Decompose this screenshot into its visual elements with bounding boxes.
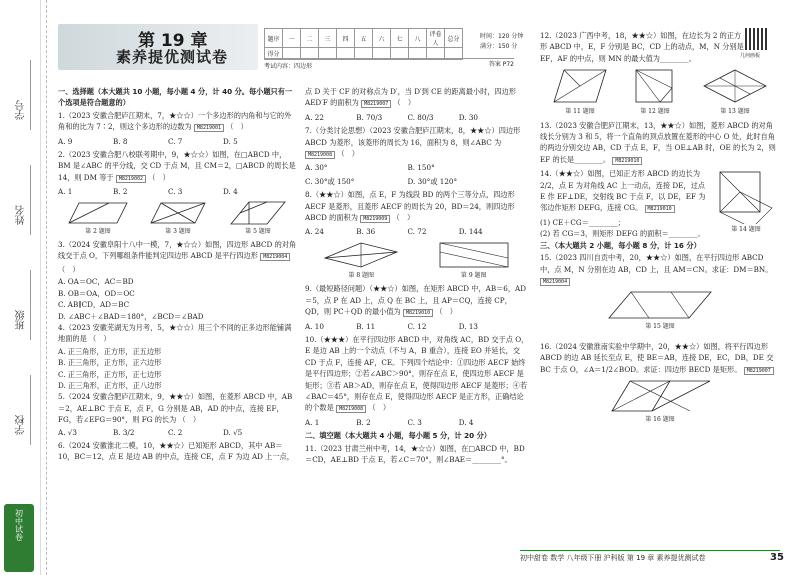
class-label: 班级	[16, 310, 27, 330]
cut-line	[46, 0, 47, 575]
exam-title: 素养提优测试卷	[116, 48, 229, 66]
figures-row	[305, 240, 530, 281]
qr-label: 几何画板	[740, 53, 761, 59]
name-label: 姓名	[16, 205, 27, 225]
score-header-cell: 五	[355, 29, 373, 48]
question-1: 1.（2023 安徽合肥庐江期末，7，★☆☆）一个多边形的内角和与它的外角和的比为 7∶2，则这个多边形的边数为 M8219001 （ ）	[58, 110, 292, 132]
score-header-cell: 二	[301, 29, 319, 48]
question-14: 14.（★★☆）如图，已知正方形 ABCD 的边长为 2/2，点 E 为对角线 AC 上一动点，连接 DE，过点 E 作 EF⊥DE，交射线 BC 于点 F，以 DE，EF 为邻边作矩形 DEFG，连接 CG。 M8219010	[540, 169, 706, 213]
question-16: 16.（2024 安徽淮南实验中学期中，20，★★☆）如图，将平行四边形 ABCD 的边 AB 延长至点 E，使 BE＝AB，连接 DE，EC，DB，DE 交 BC 于点 O，∠A＝1/2∠BOD。求证：四边形 BECD 是矩形。 M8219007	[540, 341, 774, 374]
question-6: 6.（2024 安徽淮北二模，10，★★☆）已知矩形 ABCD，其中 AB＝10，BC＝12，点 E 是边 AB 的中点，连接 CE，点 F 为边 AD 上一点，	[58, 440, 294, 462]
page-footer: 初中甜卷 数学 八年级下册 沪科版 第 19 章 素养提优测试卷	[520, 550, 780, 563]
options-5: A. √3 B. 3/2 C. 2 D. √5	[58, 427, 243, 437]
page-number: 35	[770, 552, 784, 563]
options-2: A. 1 B. 2 C. 3 D. 4	[58, 187, 238, 197]
score-table: 题序 一 二 三 四 五 六 七 八 评卷人 总分 得分	[264, 28, 463, 60]
options-6: A. 22 B. 70/3 C. 80/3 D. 30	[305, 112, 478, 122]
question-14-block	[540, 168, 780, 239]
column-left	[58, 86, 298, 464]
figure-16: 第 16 题图	[540, 378, 780, 425]
question-8: 8.（★★☆）如图，点 E，F 为线段 BD 的两个三等分点，四边形 AECF 是菱形，且菱形 AECF 的周长为 20，BD＝24，则四边形 ABCD 的面积为 M8219009 （ ）	[305, 190, 515, 223]
figure-3: 第 3 题图	[147, 200, 209, 237]
score-header-cell: 六	[373, 29, 391, 48]
options-1: A. 9 B. 8 C. 7 D. 5	[58, 136, 238, 146]
section-heading: 三、（本大题共 2 小题，每小题 8 分，计 16 分）	[540, 240, 701, 250]
figure-8: 第 8 题图	[321, 240, 401, 281]
question-12: 12.（2023 广西中考，18，★★☆）如图，在边长为 2 的正方形 ABCD 中，E，F 分别是 BC，CD 上的动点，M，N 分别是 EF，AF 的中点，则 MN 的最大值为________。	[540, 31, 744, 63]
question-7: 7.（分类讨论思想）（2023 安徽合肥庐江期末，8，★★☆）四边形 ABCD 为菱形，该菱形的周长为 16，面积为 8，则∠ABC 为 M8219008 （ ）	[305, 126, 521, 159]
figure-9: 第 9 题图	[434, 240, 514, 281]
figures-row	[58, 200, 298, 237]
chapter-title: 第 19 章	[138, 31, 208, 51]
answer-reference: 答案 P72	[488, 61, 514, 68]
question-13: 13.（2023 安徽合肥庐江期末，13，★★☆）如图，菱形 ABCD 的对角线长分别为 3 和 5，将一个直角的顶点放置在菱形的中心 O 处，此时自角的两边分别交边 AB，CD 于点 E，F，当 OE⊥AB 时，OE 的长为 2，则 EF 的长是________。 M8219010	[540, 120, 776, 164]
question-9: 9.（最短路径问题）（★★☆）如图，在矩形 ABCD 中，AB＝6，AD＝5，点 P 在 AD 上，点 Q 在 BC 上，且 AP＝CQ，连接 CP，QD，则 PC＋QD 的最小值为 M8219010 （ ）	[305, 284, 527, 317]
question-15: 15.（2023 四川自贡中考，20，★★☆）如图，在平行四边形 ABCD 中，点 M，N 分别在边 AB，CD 上，且 AM＝CN。求证：DM＝BN。 M8219004	[540, 253, 773, 285]
student-id-label: 学号	[16, 100, 27, 120]
score-header-cell: 八	[409, 29, 427, 48]
figures-row	[540, 66, 780, 117]
exam-scope: 考试内容：四边形 答案 P72	[264, 58, 514, 70]
figure-5: 第 5 题图	[227, 200, 289, 237]
question-11: 11.（2023 甘肃兰州中考，14，★☆☆）如图，在□ABCD 中，BD＝CD，AE⊥BD 于点 E，若∠C＝70°，则∠BAE＝________°。	[305, 443, 525, 464]
section-heading: 一、选择题（本大题共 10 小题，每小题 4 分，计 40 分。每小题只有一个选项是符合题意的）	[58, 87, 293, 108]
question-4: 4.（2023 安徽芜湖无为月考，5，★☆☆）用三个不同的正多边形能铺满地面的是 （ ）	[58, 322, 292, 344]
score-header-cell: 题序	[265, 29, 283, 48]
figure-15: 第 15 题图	[540, 289, 780, 332]
figure-13: 第 13 题图	[700, 66, 770, 117]
score-header-cell: 总分	[445, 29, 463, 48]
options-3: A. OA＝OC，AC＝BD B. OB＝OA，OD＝OC C. AB∥CD，AD＝BC D. ∠ABC＋∠BAD＝180°，∠BCD＝∠BAD	[58, 277, 204, 321]
brand-badge: 初中试卷	[4, 504, 34, 572]
question-3: 3.（2024 安徽阜阳十八中一模，7，★☆☆）如图，四边形 ABCD 的对角线交于点 O，下列哪组条件能判定四边形 ABCD 是平行四边形 M8219004 （ ）	[58, 240, 297, 274]
score-header-cell: 七	[391, 29, 409, 48]
column-right	[540, 30, 780, 425]
time-info: 时间：120 分钟 满分：150 分	[480, 33, 524, 50]
figure-11: 第 11 题图	[550, 66, 610, 117]
question-14-part2: (2) 若 CG＝3，则矩形 DEFG 的面积＝________。	[540, 229, 705, 239]
score-header-cell: 三	[319, 29, 337, 48]
options-10: A. 1 B. 2 C. 3 D. 4	[305, 417, 474, 427]
school-label: 学校	[16, 415, 27, 435]
options-7b: C. 30°或 150° D. 30°或 120°	[305, 176, 458, 186]
fill-line	[30, 270, 31, 340]
score-header-cell: 四	[337, 29, 355, 48]
question-2: 2.（2023 安徽合肥八校联考期中，9，★☆☆）如图，在□ABCD 中，BM 是∠ABC 的平分线，交 CD 于点 M，且 CM＝2，□ABCD 的周长是 14，则 DM 等于 M8219002 （ ）	[58, 150, 296, 182]
question-5: 5.（2024 安徽合肥庐江期末，9，★★☆）如图，在菱形 ABCD 中，AB＝2，AE⊥BC 于点 E，点 F，G 分别是 AB，AD 的中点，连接 EF，FG，若∠EFG＝90°，则 FG 的长为 （ ）	[58, 392, 293, 425]
binding-margin	[0, 0, 41, 575]
figure-14: 第 14 题图	[712, 168, 780, 239]
question-10: 10.（★★★）在平行四边形 ABCD 中，对角线 AC，BD 交于点 O，E 是边 AB 上的一个动点（不与 A，B 重合），连接 EO 并延长，交 CD 于点 F，连接 AF，CE。下列四个结论中：①四边形 AECF 始终是平行四边形；②若∠ABC＞90°，则存在点 E，使四边形 AECF 是矩形；③若 AB＞AD，则存在点 E，使得四边形 AECF 是菱形；④若∠BAC＝45°，则存在点 E，使得四边形 AECF 是正方形，正确结论的个数是 M8219008 （ ）	[305, 334, 529, 413]
column-middle	[305, 86, 530, 466]
options-8: A. 24 B. 36 C. 72 D. 144	[305, 227, 483, 237]
section-heading: 二、填空题（本大题共 4 小题，每小题 5 分，计 20 分）	[305, 431, 491, 441]
fill-line	[30, 165, 31, 235]
figure-2: 第 2 题图	[67, 200, 129, 237]
question-6-cont: 点 D 关于 CF 的对称点为 D′，当 D′到 CE 的距离最小时，四边形 AED′F 的面积为 M8219007 （ ）	[305, 87, 517, 108]
score-header-cell: 一	[283, 29, 301, 48]
fill-line	[30, 60, 31, 130]
options-4: A. 正三角形，正方形，正五边形 B. 正三角形，正方形，正六边形 C. 正三角形，正方形，正七边形 D. 正三角形，正方形，正八边形	[58, 346, 162, 390]
figure-12: 第 12 题图	[630, 66, 680, 117]
options-9: A. 10 B. 11 C. 12 D. 13	[305, 321, 478, 331]
options-7: A. 30° B. 150°	[305, 163, 435, 173]
exam-header	[58, 24, 532, 70]
fill-line	[30, 375, 31, 445]
question-14-part1: (1) CE＋CG＝________；	[540, 217, 625, 227]
score-header-cell: 评卷人	[427, 29, 445, 48]
